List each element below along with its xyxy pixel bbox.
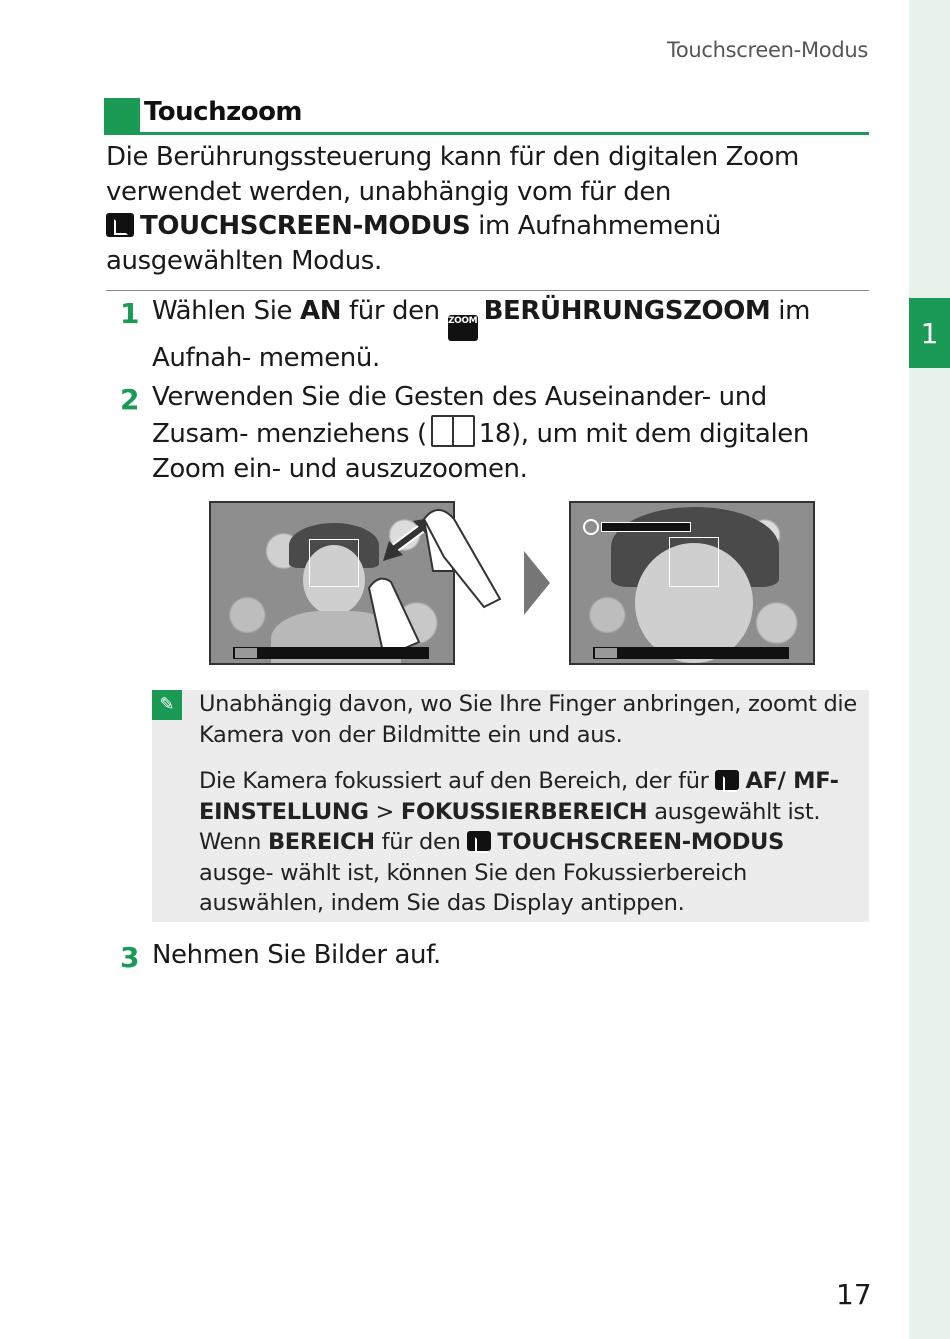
step-text: Verwenden Sie die Gesten des Auseinander- und Zusam- menziehens ( [152, 382, 767, 449]
pinch-gesture-icon [211, 503, 453, 663]
section-heading [104, 98, 869, 135]
step-2 [106, 380, 866, 487]
arrow-right-icon [524, 551, 550, 615]
chapter-tab [909, 298, 950, 368]
touch-zoom-icon [448, 315, 478, 341]
note-text: ausgewählt ist. Wenn [199, 798, 821, 855]
photo-after-zoom [569, 501, 815, 665]
page-number: 17 [836, 1278, 872, 1311]
section-title: Touchzoom [144, 97, 303, 127]
option-on: AN [300, 296, 342, 326]
chapter-side-bar [909, 0, 950, 1339]
step-text: Nehmen Sie Bilder auf. [152, 940, 441, 970]
menu-af-mf: AF/ MF-EINSTELLUNG [199, 768, 839, 825]
menu-separator: > [375, 798, 395, 825]
step-text: für den [349, 296, 440, 326]
step-3 [106, 938, 866, 973]
step-text: im Aufnah- memenü. [152, 296, 811, 373]
book-reference-icon [431, 415, 475, 447]
step-number: 2 [120, 383, 140, 416]
af-mf-icon [715, 770, 739, 790]
magnifier-icon [583, 519, 599, 535]
zoom-status-bar [593, 647, 789, 659]
step-number: 3 [120, 941, 140, 974]
intro-text-before: Die Berührungssteuerung kann für den digitalen Zoom verwendet werden, unabhängig vom für den [106, 142, 799, 207]
intro-menu-name: TOUCHSCREEN-MODUS [140, 211, 471, 241]
touchscreen-icon [106, 213, 134, 237]
note-text: ausge- wählt ist, können Sie den Fokussierbereich auswählen, indem Sie das Display antippen. [199, 859, 747, 916]
intro-paragraph [106, 140, 866, 278]
step-1 [106, 294, 866, 376]
note-paragraph-2 [199, 766, 864, 919]
finger-outline-icon [420, 501, 510, 611]
chapter-tab-label: 1 [920, 316, 939, 350]
touchscreen-icon [467, 831, 491, 851]
page-reference[interactable]: 18 [478, 419, 512, 449]
step-text: Wählen Sie [152, 296, 293, 326]
note-paragraph-1: Unabhängig davon, wo Sie Ihre Finger anbringen, zoomt die Kamera von der Bildmitte ein und aus. [199, 691, 857, 748]
step-number: 1 [120, 297, 140, 330]
intro-text-after: im Aufnahmemenü ausgewählten Modus. [106, 211, 721, 276]
menu-touchscreen-mode: TOUCHSCREEN-MODUS [497, 829, 784, 855]
zoom-icon-text: ZOOM [448, 316, 478, 326]
note-icon: ✎ [152, 690, 182, 720]
section-marker [104, 98, 140, 132]
note-text: für den [381, 829, 461, 855]
note-text: Die Kamera fokussiert auf den Bereich, der für [199, 768, 709, 794]
step-text: ), um mit dem digitalen Zoom ein- und auszuzoomen. [152, 419, 809, 484]
zoom-level-bar [601, 522, 691, 532]
zoom-status-bar [233, 647, 429, 659]
menu-focus-area: FOKUSSIERBEREICH [400, 798, 648, 825]
menu-touch-zoom: BERÜHRUNGSZOOM [483, 296, 771, 326]
running-header: Touchscreen-Modus [666, 38, 868, 62]
option-area: BEREICH [267, 829, 375, 855]
divider [106, 290, 869, 291]
focus-frame [669, 537, 719, 587]
photo-before-zoom [209, 501, 455, 665]
